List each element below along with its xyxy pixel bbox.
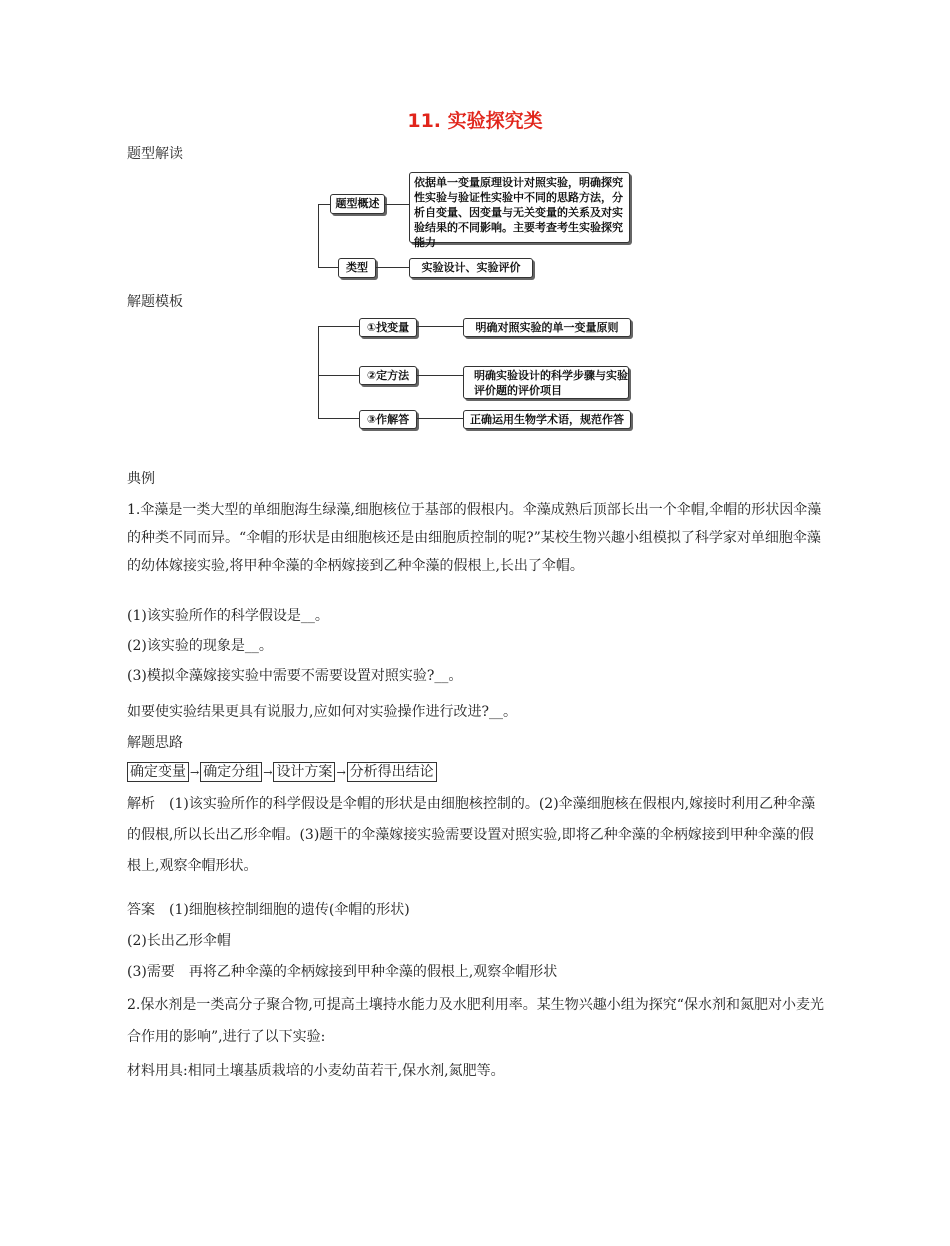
connector-line — [417, 375, 463, 376]
step-1-text: 明确对照实验的单一变量原则 — [475, 321, 619, 334]
connector-line — [385, 204, 409, 205]
step-1-text-box — [463, 318, 631, 337]
overview-label: 题型概述 — [335, 197, 380, 210]
connector-line — [417, 418, 463, 419]
example-1-question-1: (1)该实验所作的科学假设是__。 — [127, 608, 329, 624]
connector-line — [318, 204, 319, 268]
type-label-box — [338, 258, 376, 278]
analysis-text: 解析 (1)该实验所作的科学假设是伞帽的形状是由细胞核控制的。(2)伞藻细胞核在假根内,嫁接时利用乙种伞藻的假根,所以长出乙形伞帽。(3)题干的伞藻嫁接实验需要设置对照实验,即将乙种伞藻的伞柄嫁接到甲种伞藻的假根上,观察伞帽形状。 — [127, 796, 816, 874]
connector-line — [318, 326, 359, 327]
overview-label-box — [330, 194, 385, 214]
arrow-icon: → — [190, 765, 200, 779]
step-1-label: ①找变量 — [366, 321, 410, 334]
step-1-label-box — [359, 318, 417, 337]
step-3-label-box — [359, 410, 417, 429]
overview-text: 依据单一变量原理设计对照实验，明确探究性实验与验证性实验中不同的思路方法，分析自变量、因变量与无关变量的关系及对实验结果的不同影响。主要考查考生实验探究能力 — [414, 176, 623, 249]
connector-line — [417, 326, 463, 327]
flow-step: 确定变量 — [127, 762, 189, 782]
example-2-materials: 材料用具:相同土壤基质栽培的小麦幼苗若干,保水剂,氮肥等。 — [127, 1063, 505, 1079]
connector-line — [318, 204, 330, 205]
step-3-text-box — [463, 410, 631, 429]
page-title: 11. 实验探究类 — [407, 110, 543, 132]
arrow-icon: → — [336, 765, 346, 779]
example-1-question-2: (2)该实验的现象是__。 — [127, 638, 273, 654]
step-2-label-box — [359, 366, 417, 385]
arrow-icon: → — [263, 765, 273, 779]
type-text: 实验设计、实验评价 — [421, 261, 521, 274]
answer-2: (2)长出乙形伞帽 — [127, 933, 231, 949]
flow-step: 确定分组 — [200, 762, 262, 782]
flow-step: 设计方案 — [273, 762, 335, 782]
thinking-flow — [127, 762, 437, 782]
section-example: 典例 — [127, 471, 155, 487]
step-3-label: ③作解答 — [366, 413, 410, 426]
step-2-text: 明确实验设计的科学步骤与实验评价题的评价项目 — [474, 369, 628, 397]
example-1-question-4: 如要使实验结果更具有说服力,应如何对实验操作进行改进?__。 — [127, 704, 517, 720]
example-1-stem: 1.伞藻是一类大型的单细胞海生绿藻,细胞核位于基部的假根内。伞藻成熟后顶部长出一个伞帽,伞帽的形状因伞藻的种类不同而异。“伞帽的形状是由细胞核还是由细胞质控制的呢?”某校生物兴趣小组模拟了科学家对单细胞伞藻的幼体嫁接实验,将甲种伞藻的伞柄嫁接到乙种伞藻的假根上,长出了伞帽。 — [127, 502, 822, 574]
type-text-box — [409, 258, 533, 278]
section-thinking: 解题思路 — [127, 735, 183, 751]
step-2-text-box — [463, 366, 629, 399]
type-label: 类型 — [346, 261, 368, 274]
connector-line — [318, 418, 359, 419]
answer-3: (3)需要 再将乙种伞藻的伞柄嫁接到甲种伞藻的假根上,观察伞帽形状 — [127, 964, 558, 980]
step-2-label: ②定方法 — [366, 369, 410, 382]
section-type-analysis: 题型解读 — [127, 146, 183, 162]
answer-1: 答案 (1)细胞核控制细胞的遗传(伞帽的形状) — [127, 902, 410, 918]
overview-text-box — [409, 172, 630, 249]
connector-line — [318, 375, 359, 376]
example-1-question-3: (3)模拟伞藻嫁接实验中需要不需要设置对照实验?__。 — [127, 668, 463, 684]
connector-line — [376, 267, 409, 268]
flow-step: 分析得出结论 — [347, 762, 437, 782]
example-2-stem: 2.保水剂是一类高分子聚合物,可提高土壤持水能力及水肥利用率。某生物兴趣小组为探究“保水剂和氮肥对小麦光合作用的影响”,进行了以下实验: — [127, 997, 824, 1045]
section-template: 解题模板 — [127, 294, 183, 310]
connector-line — [318, 267, 338, 268]
step-3-text: 正确运用生物学术语，规范作答 — [470, 413, 624, 426]
connector-line — [318, 326, 319, 419]
